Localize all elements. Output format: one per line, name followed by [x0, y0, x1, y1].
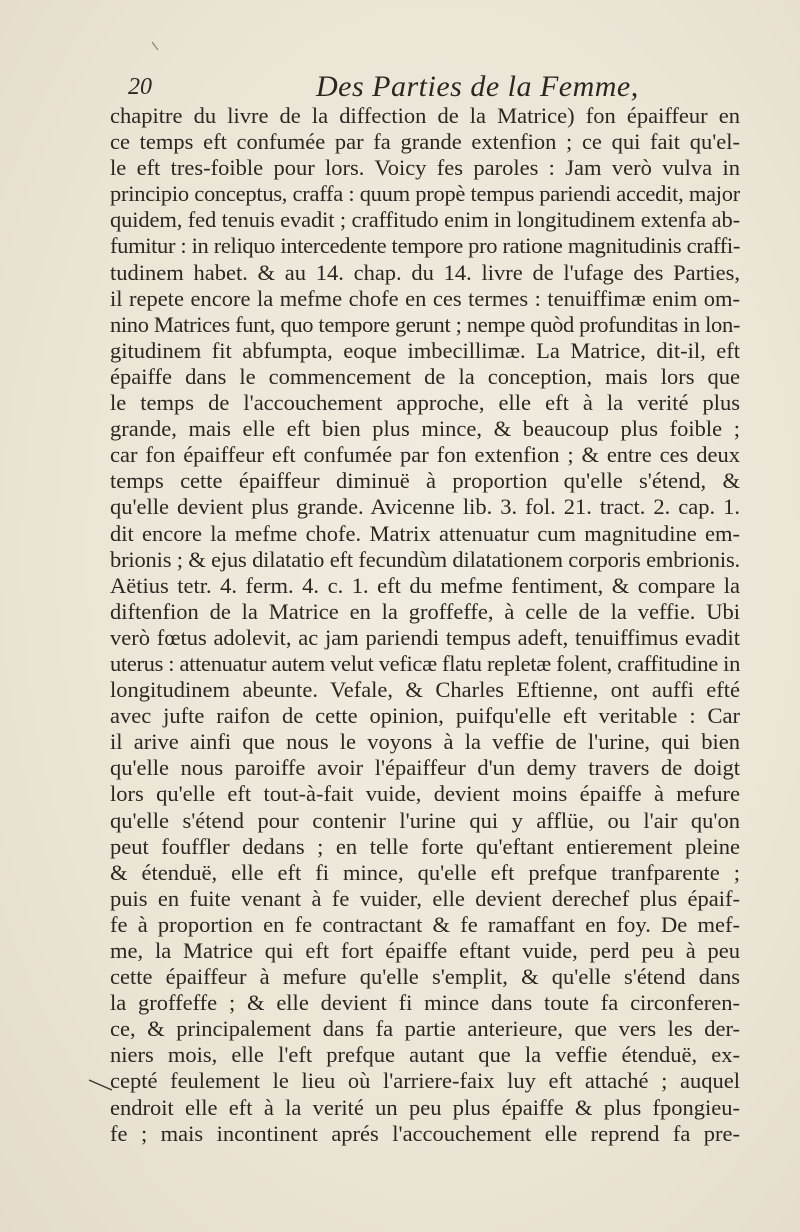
text-line: avec jufte raifon de cette opinion, puifqu'elle eft veritable : Car	[110, 703, 740, 729]
text-line: diftenfion de la Matrice en la groffeffe, à celle de la veffie. Ubi	[110, 598, 740, 624]
text-line: qu'elle devient plus grande. Avicenne lib. 3. fol. 21. tract. 2. cap. 1.	[110, 494, 740, 520]
text-line: dit encore la mefme chofe. Matrix attenuatur cum magnitudine em-	[110, 520, 740, 546]
text-line: lors qu'elle eft tout-à-fait vuide, devient moins épaiffe à mefure	[110, 781, 740, 807]
running-title: Des Parties de la Femme,	[316, 70, 639, 103]
text-line: puis en fuite venant à fe vuider, elle devient derechef plus épaif-	[110, 885, 740, 911]
text-line: & étenduë, elle eft fi mince, qu'elle eft prefque tranfparente ;	[110, 859, 740, 885]
text-line: chapitre du livre de la diffection de la Matrice) fon épaiffeur en	[110, 103, 740, 128]
text-line: fe ; mais incontinent aprés l'accouchement elle reprend fa pre-	[110, 1120, 740, 1146]
text-line: nino Matrices funt, quo tempore gerunt ; nempe quòd profunditas in lon-	[110, 311, 740, 337]
text-line: il repete encore la mefme chofe en ces termes : tenuiffimæ enim om-	[110, 285, 740, 311]
text-line: il arive ainfi que nous le voyons à la veffie de l'urine, qui bien	[110, 729, 740, 755]
text-line: fe à proportion en fe contractant & fe ramaffant en foy. De mef-	[110, 911, 740, 937]
body-text	[110, 103, 740, 1147]
text-line: cette épaiffeur à mefure qu'elle s'emplit, & qu'elle s'étend dans	[110, 964, 740, 990]
text-line: temps cette épaiffeur diminuë à proportion qu'elle s'étend, &	[110, 468, 740, 494]
text-line: principio conceptus, craffa : quum propè tempus pariendi accedit, major	[110, 181, 740, 207]
page-header	[128, 70, 728, 106]
text-line: ce temps eft confumée par fa grande extenfion ; ce qui fait qu'el-	[110, 129, 740, 155]
margin-tick-mark	[150, 40, 162, 52]
text-line: me, la Matrice qui eft fort épaiffe eftant vuide, perd peu à peu	[110, 938, 740, 963]
text-line: tudinem habet. & au 14. chap. du 14. livre de l'ufage des Parties,	[110, 259, 740, 285]
text-line: niers mois, elle l'eft prefque autant que la veffie étenduë, ex-	[110, 1042, 740, 1068]
text-line: endroit elle eft à la verité un peu plus épaiffe & plus fpongieu-	[110, 1094, 740, 1120]
text-line: quidem, fed tenuis evadit ; craffitudo enim in longitudinem extenfa ab-	[110, 207, 740, 233]
text-line: fumitur : in reliquo intercedente tempore pro ratione magnitudinis craffi-	[110, 233, 740, 259]
text-line: car fon épaiffeur eft confumée par fon extenfion ; & entre ces deux	[110, 442, 740, 468]
text-line: gitudinem fit abfumpta, eoque imbecillimæ. La Matrice, dit-il, eft	[110, 337, 740, 363]
text-line: qu'elle s'étend pour contenir l'urine qui y afflüe, ou l'air qu'on	[110, 807, 740, 833]
text-line: cepté feulement le lieu où l'arriere-faix luy eft attaché ; auquel	[110, 1068, 740, 1094]
text-line: Aëtius tetr. 4. ferm. 4. c. 1. eft du mefme fentiment, & compare la	[110, 572, 740, 598]
text-line: grande, mais elle eft bien plus mince, & beaucoup plus foible ;	[110, 416, 740, 442]
text-line: ce, & principalement dans fa partie anterieure, que vers les der-	[110, 1016, 740, 1042]
text-line: le eft tres-foible pour lors. Voicy fes paroles : Jam verò vulva in	[110, 155, 740, 181]
text-line: verò fœtus adolevit, ac jam pariendi tempus adeft, tenuiffimus evadit	[110, 624, 740, 650]
text-line: brionis ; & ejus dilatatio eft fecundùm dilatationem corporis embrionis.	[110, 546, 740, 572]
text-line: épaiffe dans le commencement de la conception, mais lors que	[110, 363, 740, 389]
page-number: 20	[128, 74, 152, 100]
text-line: peut fouffler dedans ; en telle forte qu'eftant entierement pleine	[110, 833, 740, 859]
text-line: la groffeffe ; & elle devient fi mince dans toute fa circonferen-	[110, 990, 740, 1016]
text-line: qu'elle nous paroiffe avoir l'épaiffeur d'un demy travers de doigt	[110, 755, 740, 781]
text-line: longitudinem abeunte. Vefale, & Charles Eftienne, ont auffi efté	[110, 677, 740, 703]
text-line: uterus : attenuatur autem velut veficæ flatu repletæ folent, craffitudine in	[110, 650, 740, 676]
text-line: le temps de l'accouchement approche, elle eft à la verité plus	[110, 390, 740, 416]
